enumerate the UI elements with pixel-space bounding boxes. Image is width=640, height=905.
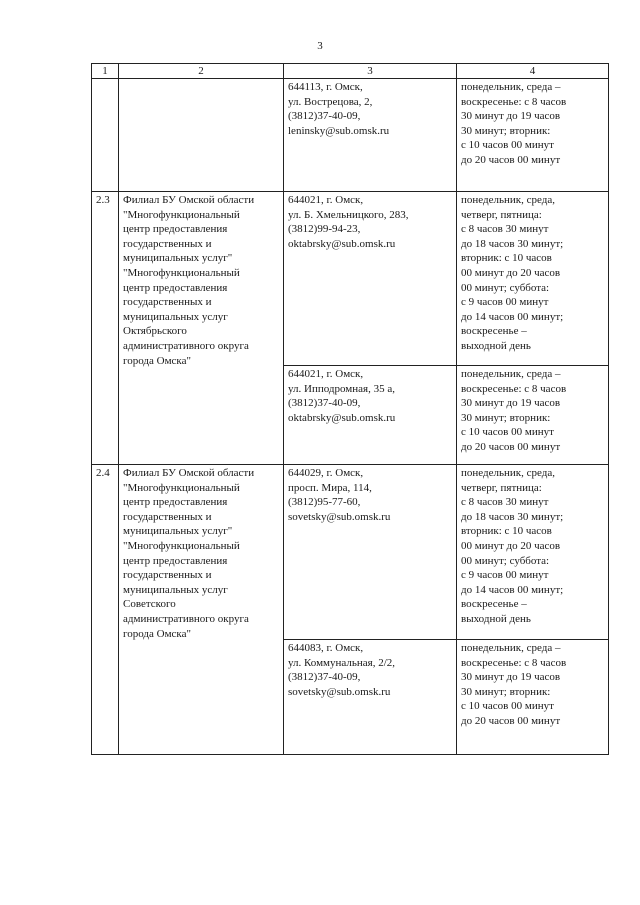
column-header-1: 1 [92, 64, 119, 79]
row-number-cell [92, 79, 119, 192]
hours-cell: понедельник, среда – воскресенье: с 8 часов 30 минут до 19 часов 30 минут; вторник: с 10 часов 00 минут до 20 часов 00 минут [457, 640, 609, 755]
address-cell: 644029, г. Омск, просп. Мира, 114, (3812)95-77-60, sovetsky@sub.omsk.ru [284, 465, 457, 640]
hours-cell: понедельник, среда – воскресенье: с 8 часов 30 минут до 19 часов 30 минут; вторник: с 10 часов 00 минут до 20 часов 00 минут [457, 366, 609, 465]
table-row-2-3 [92, 192, 609, 366]
branch-name-cell: Филиал БУ Омской области "Многофункциональный центр предоставления государственных и муниципальных услуг" "Многофункциональный центр предоставления государственных и муниципальных услуг Октябрьского административного округа города Омска" [119, 192, 284, 465]
hours-cell: понедельник, среда, четверг, пятница: с 8 часов 30 минут до 18 часов 30 минут; вторник: с 10 часов 00 минут до 20 часов 00 минут; суббота: с 9 часов 00 минут до 14 часов 00 минут; воскресенье – выходной день [457, 192, 609, 366]
hours-cell: понедельник, среда, четверг, пятница: с 8 часов 30 минут до 18 часов 30 минут; вторник: с 10 часов 00 минут до 20 часов 00 минут; суббота: с 9 часов 00 минут до 14 часов 00 минут; воскресенье – выходной день [457, 465, 609, 640]
table-row-continuation [92, 79, 609, 192]
row-number-cell: 2.4 [92, 465, 119, 755]
address-cell: 644021, г. Омск, ул. Ипподромная, 35 а, (3812)37-40-09, oktabrsky@sub.omsk.ru [284, 366, 457, 465]
branch-name-cell [119, 79, 284, 192]
row-number-cell: 2.3 [92, 192, 119, 465]
hours-cell: понедельник, среда – воскресенье: с 8 часов 30 минут до 19 часов 30 минут; вторник: с 10 часов 00 минут до 20 часов 00 минут [457, 79, 609, 192]
page-number: 3 [317, 40, 323, 52]
column-header-3: 3 [284, 64, 457, 79]
column-header-4: 4 [457, 64, 609, 79]
branch-name-cell: Филиал БУ Омской области "Многофункциональный центр предоставления государственных и муниципальных услуг" "Многофункциональный центр предоставления государственных и муниципальных услуг Советского административного округа города Омска" [119, 465, 284, 755]
mfc-branches-table [91, 63, 609, 755]
table-row-2-4 [92, 465, 609, 640]
table-header-row [92, 64, 609, 79]
address-cell: 644113, г. Омск, ул. Вострецова, 2, (3812)37-40-09, leninsky@sub.omsk.ru [284, 79, 457, 192]
column-header-2: 2 [119, 64, 284, 79]
address-cell: 644083, г. Омск, ул. Коммунальная, 2/2, (3812)37-40-09, sovetsky@sub.omsk.ru [284, 640, 457, 755]
address-cell: 644021, г. Омск, ул. Б. Хмельницкого, 283, (3812)99-94-23, oktabrsky@sub.omsk.ru [284, 192, 457, 366]
